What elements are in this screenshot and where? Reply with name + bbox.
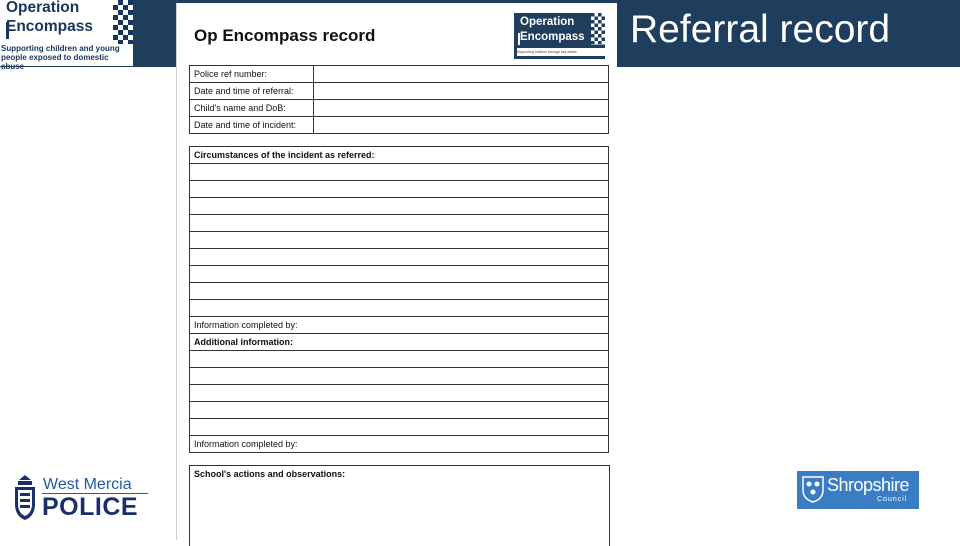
west-mercia-text: West Mercia bbox=[43, 476, 132, 493]
circumstances-section bbox=[189, 146, 609, 334]
blank-line[interactable] bbox=[190, 232, 609, 249]
completed-by-label: Information completed by: bbox=[190, 436, 609, 453]
blank-line[interactable] bbox=[190, 419, 609, 436]
blank-line[interactable] bbox=[190, 368, 609, 385]
completed-by-label: Information completed by: bbox=[190, 317, 609, 334]
council-text: Council bbox=[877, 496, 908, 503]
blank-line[interactable] bbox=[190, 215, 609, 232]
details-table bbox=[189, 65, 609, 134]
section-heading: School's actions and observations: bbox=[194, 469, 346, 479]
field-label: Date and time of incident: bbox=[190, 117, 314, 134]
blank-line[interactable] bbox=[190, 198, 609, 215]
table-row bbox=[190, 66, 609, 83]
blank-line[interactable] bbox=[190, 402, 609, 419]
document-logo bbox=[514, 13, 605, 59]
incident-datetime-field[interactable] bbox=[314, 117, 609, 134]
blank-line[interactable] bbox=[190, 181, 609, 198]
doc-logo-line2: Encompass bbox=[520, 31, 585, 43]
logo-line1: Operation bbox=[6, 0, 80, 16]
document-title: Op Encompass record bbox=[194, 26, 376, 45]
blank-line[interactable] bbox=[190, 351, 609, 368]
table-row bbox=[190, 100, 609, 117]
field-label: Police ref number: bbox=[190, 66, 314, 83]
blank-line[interactable] bbox=[190, 283, 609, 300]
operation-encompass-logo bbox=[0, 0, 133, 71]
police-crest-icon bbox=[13, 474, 37, 522]
table-row bbox=[190, 117, 609, 134]
police-text: POLICE bbox=[42, 493, 139, 521]
field-label: Date and time of referral: bbox=[190, 83, 314, 100]
blank-line[interactable] bbox=[190, 385, 609, 402]
child-name-dob-field[interactable] bbox=[314, 100, 609, 117]
section-heading: Additional information: bbox=[190, 334, 609, 351]
logo-line2: Encompass bbox=[6, 18, 94, 35]
blank-line[interactable] bbox=[190, 249, 609, 266]
blank-line[interactable] bbox=[190, 164, 609, 181]
logo-tagline: Supporting children and young people exposed to domestic abuse bbox=[1, 44, 120, 71]
shropshire-crest-icon bbox=[802, 476, 824, 503]
police-ref-field[interactable] bbox=[314, 66, 609, 83]
section-heading: Circumstances of the incident as referred: bbox=[190, 147, 609, 164]
doc-logo-tagline: Supporting children through key adults bbox=[517, 48, 605, 56]
doc-logo-checker-icon bbox=[591, 13, 605, 45]
field-label: Child's name and DoB: bbox=[190, 100, 314, 117]
shropshire-text: Shropshire bbox=[827, 475, 910, 495]
checkered-band-icon bbox=[113, 0, 133, 44]
blank-line[interactable] bbox=[190, 300, 609, 317]
additional-info-section bbox=[189, 333, 609, 453]
school-actions-section[interactable] bbox=[189, 465, 610, 546]
doc-logo-line1: Operation bbox=[520, 16, 575, 28]
table-row bbox=[190, 83, 609, 100]
blank-line[interactable] bbox=[190, 266, 609, 283]
shropshire-council-logo bbox=[797, 471, 919, 509]
referral-datetime-field[interactable] bbox=[314, 83, 609, 100]
west-mercia-police-logo bbox=[10, 471, 150, 525]
slide-title: Referral record bbox=[630, 8, 891, 51]
